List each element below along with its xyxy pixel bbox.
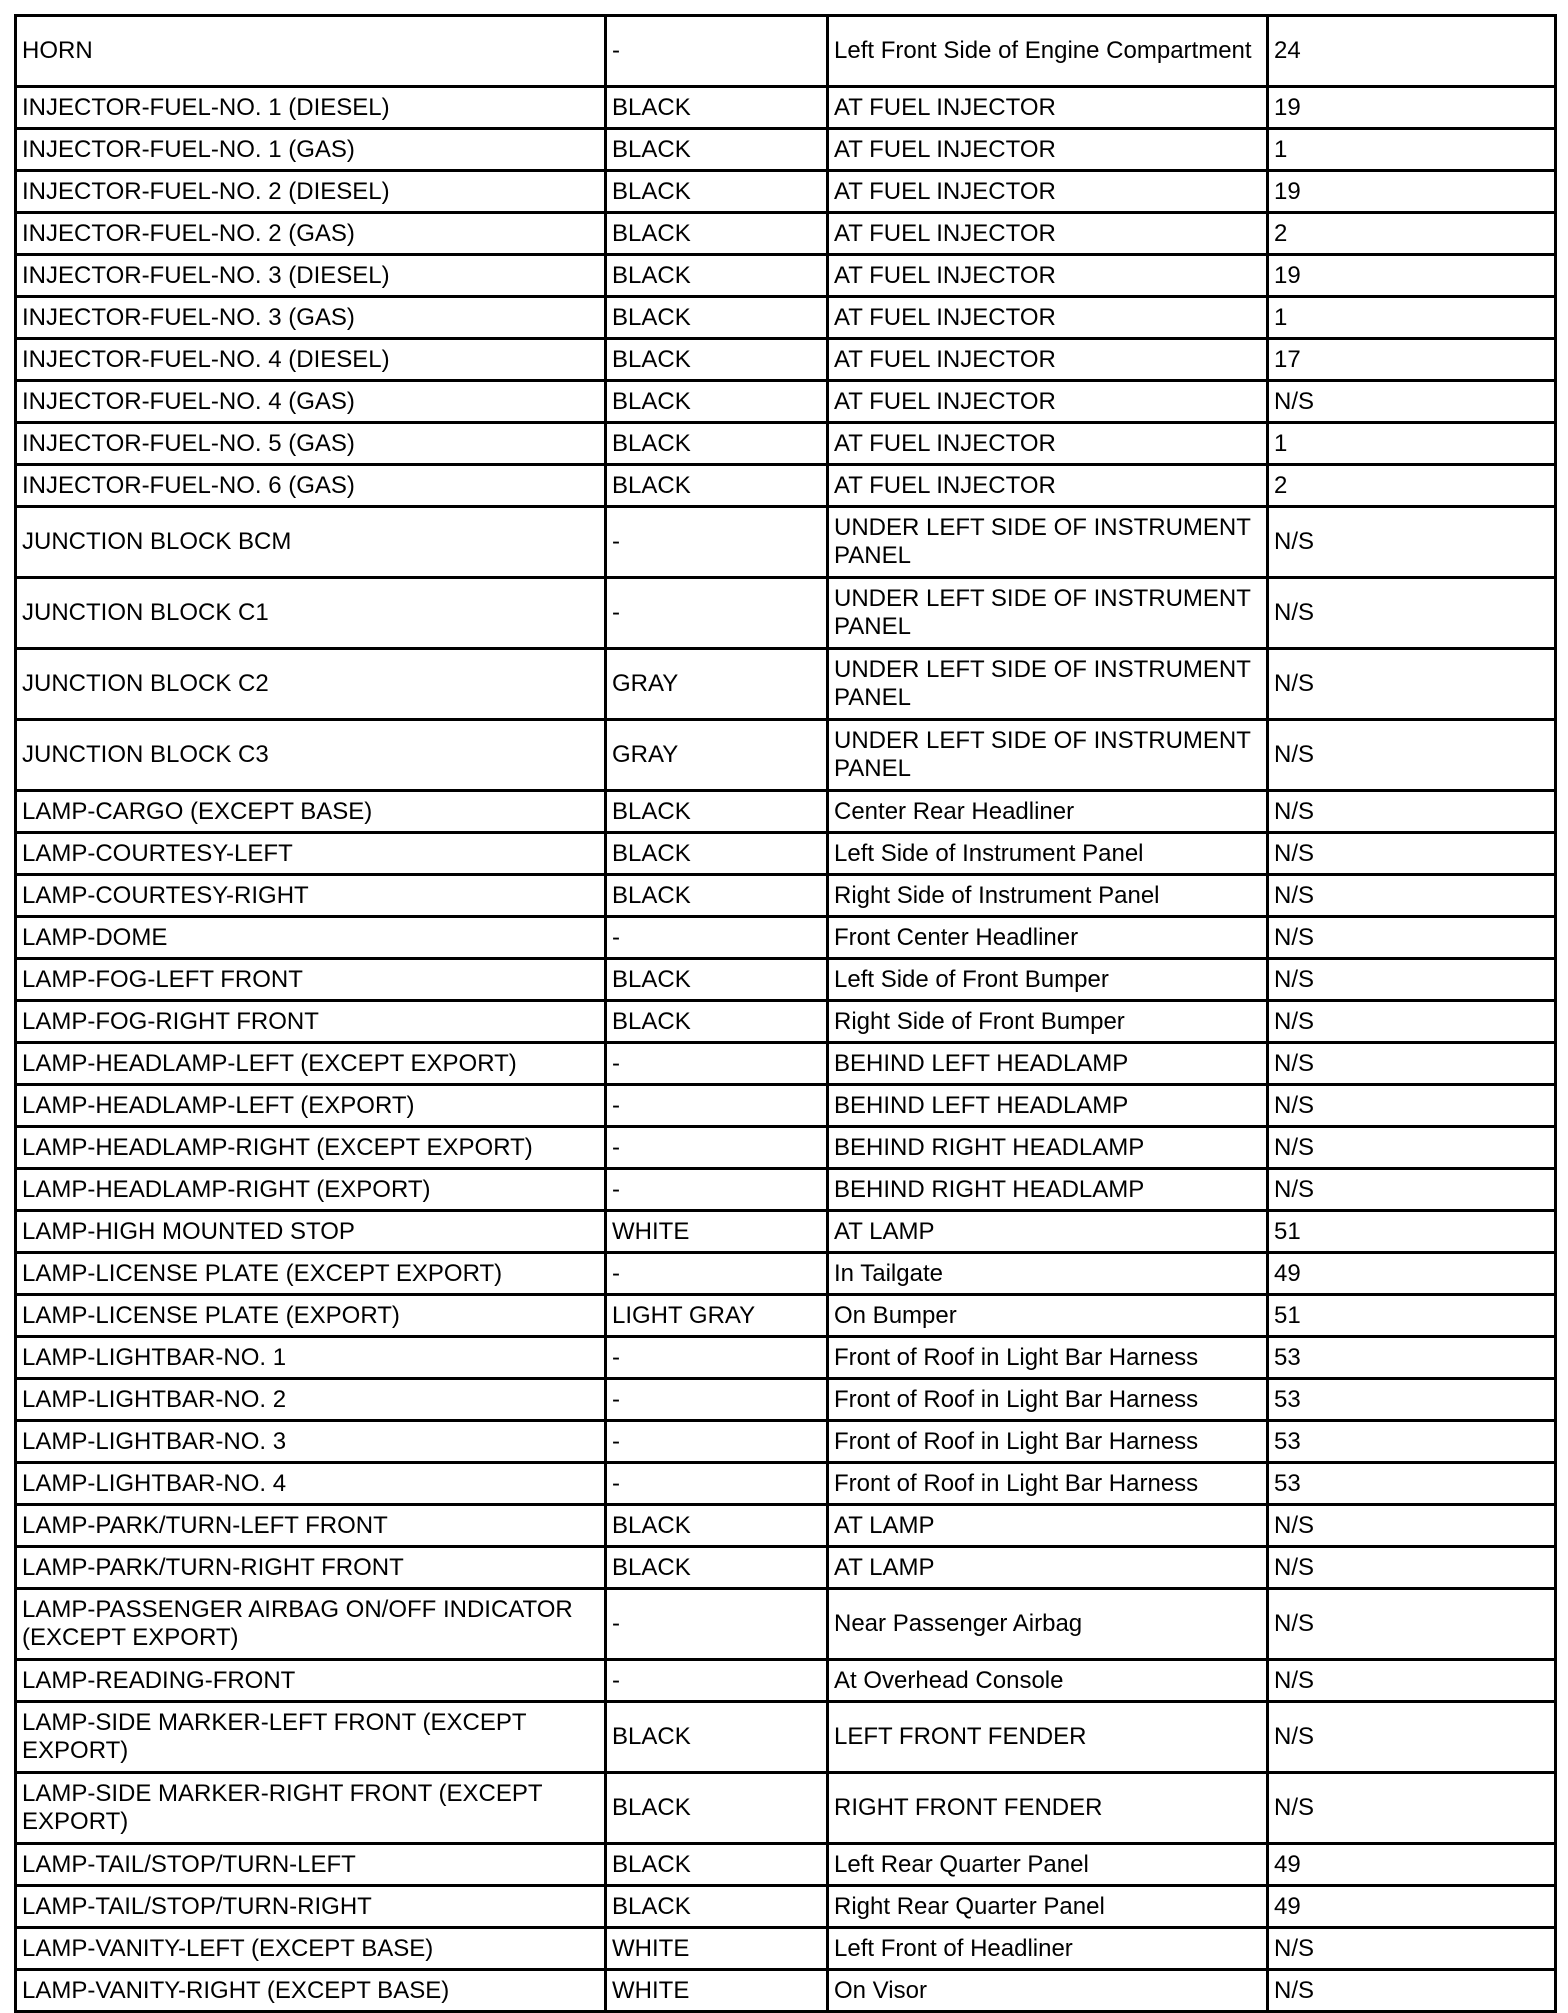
component-cell: LAMP-LIGHTBAR-NO. 4 xyxy=(16,1463,606,1505)
page-cell: 19 xyxy=(1268,171,1556,213)
color-cell: - xyxy=(606,1379,828,1421)
table-row xyxy=(16,578,1556,649)
color-cell: WHITE xyxy=(606,1970,828,2012)
connector-location-sheet xyxy=(14,14,1554,2013)
table-row xyxy=(16,1421,1556,1463)
location-cell: UNDER LEFT SIDE OF INSTRUMENT PANEL xyxy=(828,578,1268,649)
color-cell: - xyxy=(606,1589,828,1660)
color-cell: BLACK xyxy=(606,1844,828,1886)
page-cell: 49 xyxy=(1268,1844,1556,1886)
component-cell: LAMP-CARGO (EXCEPT BASE) xyxy=(16,791,606,833)
component-cell: JUNCTION BLOCK BCM xyxy=(16,507,606,578)
table-row xyxy=(16,171,1556,213)
color-cell: BLACK xyxy=(606,87,828,129)
page-cell: N/S xyxy=(1268,1505,1556,1547)
color-cell: BLACK xyxy=(606,875,828,917)
location-cell: Left Rear Quarter Panel xyxy=(828,1844,1268,1886)
component-cell: INJECTOR-FUEL-NO. 4 (GAS) xyxy=(16,381,606,423)
component-cell: INJECTOR-FUEL-NO. 1 (DIESEL) xyxy=(16,87,606,129)
page-cell: N/S xyxy=(1268,578,1556,649)
component-cell: LAMP-LIGHTBAR-NO. 2 xyxy=(16,1379,606,1421)
table-row xyxy=(16,1589,1556,1660)
page-cell: 1 xyxy=(1268,129,1556,171)
table-row xyxy=(16,423,1556,465)
page-cell: N/S xyxy=(1268,1928,1556,1970)
table-row xyxy=(16,917,1556,959)
table-row xyxy=(16,1169,1556,1211)
table-row xyxy=(16,381,1556,423)
page-cell: 1 xyxy=(1268,423,1556,465)
color-cell: GRAY xyxy=(606,720,828,791)
location-cell: AT LAMP xyxy=(828,1505,1268,1547)
color-cell: BLACK xyxy=(606,1702,828,1773)
color-cell: BLACK xyxy=(606,1547,828,1589)
color-cell: BLACK xyxy=(606,423,828,465)
location-cell: Front of Roof in Light Bar Harness xyxy=(828,1337,1268,1379)
component-cell: LAMP-DOME xyxy=(16,917,606,959)
color-cell: - xyxy=(606,1660,828,1702)
component-cell: LAMP-FOG-LEFT FRONT xyxy=(16,959,606,1001)
component-cell: LAMP-FOG-RIGHT FRONT xyxy=(16,1001,606,1043)
location-cell: UNDER LEFT SIDE OF INSTRUMENT PANEL xyxy=(828,507,1268,578)
page-cell: N/S xyxy=(1268,381,1556,423)
location-cell: AT FUEL INJECTOR xyxy=(828,465,1268,507)
table-row xyxy=(16,875,1556,917)
location-cell: AT FUEL INJECTOR xyxy=(828,87,1268,129)
location-cell: Left Front Side of Engine Compartment xyxy=(828,16,1268,87)
table-row xyxy=(16,1127,1556,1169)
page-cell: 17 xyxy=(1268,339,1556,381)
component-cell: LAMP-READING-FRONT xyxy=(16,1660,606,1702)
color-cell: - xyxy=(606,578,828,649)
page-cell: N/S xyxy=(1268,1001,1556,1043)
component-cell: LAMP-LICENSE PLATE (EXCEPT EXPORT) xyxy=(16,1253,606,1295)
location-cell: AT FUEL INJECTOR xyxy=(828,297,1268,339)
color-cell: - xyxy=(606,507,828,578)
table-row xyxy=(16,720,1556,791)
color-cell: - xyxy=(606,1463,828,1505)
component-cell: INJECTOR-FUEL-NO. 2 (GAS) xyxy=(16,213,606,255)
page-cell: N/S xyxy=(1268,1660,1556,1702)
color-cell: BLACK xyxy=(606,465,828,507)
page-cell: N/S xyxy=(1268,791,1556,833)
page-cell: N/S xyxy=(1268,917,1556,959)
color-cell: BLACK xyxy=(606,255,828,297)
color-cell: - xyxy=(606,1421,828,1463)
location-cell: RIGHT FRONT FENDER xyxy=(828,1773,1268,1844)
page-cell: 19 xyxy=(1268,255,1556,297)
page-cell: 2 xyxy=(1268,465,1556,507)
table-row xyxy=(16,255,1556,297)
page-cell: N/S xyxy=(1268,875,1556,917)
page-cell: 24 xyxy=(1268,16,1556,87)
location-cell: Right Side of Instrument Panel xyxy=(828,875,1268,917)
table-row xyxy=(16,1660,1556,1702)
page-cell: 1 xyxy=(1268,297,1556,339)
component-cell: LAMP-SIDE MARKER-RIGHT FRONT (EXCEPT EXPORT) xyxy=(16,1773,606,1844)
color-cell: - xyxy=(606,1169,828,1211)
color-cell: BLACK xyxy=(606,1001,828,1043)
table-row xyxy=(16,1547,1556,1589)
color-cell: WHITE xyxy=(606,1928,828,1970)
page-cell: N/S xyxy=(1268,1085,1556,1127)
location-cell: Front Center Headliner xyxy=(828,917,1268,959)
color-cell: GRAY xyxy=(606,649,828,720)
table-row xyxy=(16,1505,1556,1547)
component-cell: LAMP-VANITY-LEFT (EXCEPT BASE) xyxy=(16,1928,606,1970)
page-cell: 53 xyxy=(1268,1379,1556,1421)
location-cell: BEHIND RIGHT HEADLAMP xyxy=(828,1169,1268,1211)
component-cell: INJECTOR-FUEL-NO. 1 (GAS) xyxy=(16,129,606,171)
component-cell: INJECTOR-FUEL-NO. 5 (GAS) xyxy=(16,423,606,465)
component-cell: LAMP-TAIL/STOP/TURN-RIGHT xyxy=(16,1886,606,1928)
page-cell: 51 xyxy=(1268,1211,1556,1253)
page-cell: N/S xyxy=(1268,1773,1556,1844)
location-cell: AT FUEL INJECTOR xyxy=(828,339,1268,381)
location-cell: AT FUEL INJECTOR xyxy=(828,423,1268,465)
component-cell: INJECTOR-FUEL-NO. 6 (GAS) xyxy=(16,465,606,507)
table-row xyxy=(16,1844,1556,1886)
table-row xyxy=(16,1773,1556,1844)
table-row xyxy=(16,649,1556,720)
location-cell: LEFT FRONT FENDER xyxy=(828,1702,1268,1773)
component-cell: LAMP-PARK/TURN-RIGHT FRONT xyxy=(16,1547,606,1589)
component-cell: LAMP-VANITY-RIGHT (EXCEPT BASE) xyxy=(16,1970,606,2012)
component-cell: LAMP-HEADLAMP-LEFT (EXCEPT EXPORT) xyxy=(16,1043,606,1085)
table-row xyxy=(16,297,1556,339)
location-cell: BEHIND LEFT HEADLAMP xyxy=(828,1085,1268,1127)
component-cell: JUNCTION BLOCK C2 xyxy=(16,649,606,720)
table-row xyxy=(16,1379,1556,1421)
color-cell: - xyxy=(606,917,828,959)
component-cell: LAMP-HEADLAMP-LEFT (EXPORT) xyxy=(16,1085,606,1127)
page-cell: N/S xyxy=(1268,720,1556,791)
location-cell: On Visor xyxy=(828,1970,1268,2012)
color-cell: BLACK xyxy=(606,833,828,875)
location-cell: Right Rear Quarter Panel xyxy=(828,1886,1268,1928)
component-cell: LAMP-LIGHTBAR-NO. 1 xyxy=(16,1337,606,1379)
table-row xyxy=(16,1211,1556,1253)
location-cell: BEHIND RIGHT HEADLAMP xyxy=(828,1127,1268,1169)
page-cell: N/S xyxy=(1268,1169,1556,1211)
component-cell: LAMP-COURTESY-LEFT xyxy=(16,833,606,875)
color-cell: - xyxy=(606,1337,828,1379)
location-cell: Near Passenger Airbag xyxy=(828,1589,1268,1660)
component-cell: HORN xyxy=(16,16,606,87)
component-cell: LAMP-TAIL/STOP/TURN-LEFT xyxy=(16,1844,606,1886)
page-cell: N/S xyxy=(1268,833,1556,875)
page-cell: N/S xyxy=(1268,1547,1556,1589)
component-cell: LAMP-LICENSE PLATE (EXPORT) xyxy=(16,1295,606,1337)
table-body xyxy=(16,16,1556,2012)
table-row xyxy=(16,1886,1556,1928)
component-cell: LAMP-HEADLAMP-RIGHT (EXPORT) xyxy=(16,1169,606,1211)
page-cell: N/S xyxy=(1268,1702,1556,1773)
location-cell: UNDER LEFT SIDE OF INSTRUMENT PANEL xyxy=(828,649,1268,720)
component-cell: INJECTOR-FUEL-NO. 4 (DIESEL) xyxy=(16,339,606,381)
color-cell: BLACK xyxy=(606,1505,828,1547)
location-cell: AT LAMP xyxy=(828,1211,1268,1253)
component-cell: LAMP-LIGHTBAR-NO. 3 xyxy=(16,1421,606,1463)
table-row xyxy=(16,1001,1556,1043)
location-cell: AT FUEL INJECTOR xyxy=(828,129,1268,171)
page-cell: N/S xyxy=(1268,959,1556,1001)
table-row xyxy=(16,1253,1556,1295)
location-cell: BEHIND LEFT HEADLAMP xyxy=(828,1043,1268,1085)
page-cell: 51 xyxy=(1268,1295,1556,1337)
table-row xyxy=(16,1463,1556,1505)
table-row xyxy=(16,465,1556,507)
color-cell: BLACK xyxy=(606,959,828,1001)
color-cell: LIGHT GRAY xyxy=(606,1295,828,1337)
page-cell: N/S xyxy=(1268,1970,1556,2012)
page-cell: N/S xyxy=(1268,1043,1556,1085)
table-row xyxy=(16,1043,1556,1085)
color-cell: - xyxy=(606,1253,828,1295)
component-cell: JUNCTION BLOCK C3 xyxy=(16,720,606,791)
location-cell: Front of Roof in Light Bar Harness xyxy=(828,1421,1268,1463)
page-cell: 53 xyxy=(1268,1421,1556,1463)
location-cell: Left Front of Headliner xyxy=(828,1928,1268,1970)
color-cell: - xyxy=(606,1085,828,1127)
location-cell: AT FUEL INJECTOR xyxy=(828,213,1268,255)
table-row xyxy=(16,339,1556,381)
location-cell: Front of Roof in Light Bar Harness xyxy=(828,1463,1268,1505)
location-cell: Right Side of Front Bumper xyxy=(828,1001,1268,1043)
table-row xyxy=(16,791,1556,833)
table-row xyxy=(16,87,1556,129)
page-cell: 53 xyxy=(1268,1463,1556,1505)
page-cell: N/S xyxy=(1268,507,1556,578)
page-cell: 49 xyxy=(1268,1886,1556,1928)
page-cell: 2 xyxy=(1268,213,1556,255)
page-cell: N/S xyxy=(1268,649,1556,720)
component-cell: LAMP-SIDE MARKER-LEFT FRONT (EXCEPT EXPORT) xyxy=(16,1702,606,1773)
connector-location-table xyxy=(14,14,1557,2013)
color-cell: BLACK xyxy=(606,171,828,213)
component-cell: INJECTOR-FUEL-NO. 3 (DIESEL) xyxy=(16,255,606,297)
table-row xyxy=(16,507,1556,578)
component-cell: LAMP-COURTESY-RIGHT xyxy=(16,875,606,917)
component-cell: LAMP-HEADLAMP-RIGHT (EXCEPT EXPORT) xyxy=(16,1127,606,1169)
component-cell: LAMP-PASSENGER AIRBAG ON/OFF INDICATOR (EXCEPT EXPORT) xyxy=(16,1589,606,1660)
page-cell: 49 xyxy=(1268,1253,1556,1295)
color-cell: BLACK xyxy=(606,791,828,833)
location-cell: AT FUEL INJECTOR xyxy=(828,255,1268,297)
location-cell: AT FUEL INJECTOR xyxy=(828,171,1268,213)
table-row xyxy=(16,213,1556,255)
table-row xyxy=(16,1085,1556,1127)
component-cell: LAMP-PARK/TURN-LEFT FRONT xyxy=(16,1505,606,1547)
table-row xyxy=(16,1702,1556,1773)
location-cell: AT LAMP xyxy=(828,1547,1268,1589)
component-cell: LAMP-HIGH MOUNTED STOP xyxy=(16,1211,606,1253)
color-cell: WHITE xyxy=(606,1211,828,1253)
page-cell: 19 xyxy=(1268,87,1556,129)
location-cell: Left Side of Front Bumper xyxy=(828,959,1268,1001)
table-row xyxy=(16,1337,1556,1379)
location-cell: Left Side of Instrument Panel xyxy=(828,833,1268,875)
page-cell: N/S xyxy=(1268,1589,1556,1660)
table-row xyxy=(16,833,1556,875)
location-cell: Front of Roof in Light Bar Harness xyxy=(828,1379,1268,1421)
color-cell: BLACK xyxy=(606,381,828,423)
page-cell: N/S xyxy=(1268,1127,1556,1169)
table-row xyxy=(16,16,1556,87)
color-cell: BLACK xyxy=(606,213,828,255)
table-row xyxy=(16,1928,1556,1970)
component-cell: JUNCTION BLOCK C1 xyxy=(16,578,606,649)
color-cell: BLACK xyxy=(606,129,828,171)
color-cell: BLACK xyxy=(606,339,828,381)
table-row xyxy=(16,129,1556,171)
page-cell: 53 xyxy=(1268,1337,1556,1379)
location-cell: Center Rear Headliner xyxy=(828,791,1268,833)
table-row xyxy=(16,1970,1556,2012)
location-cell: On Bumper xyxy=(828,1295,1268,1337)
color-cell: - xyxy=(606,1043,828,1085)
table-row xyxy=(16,1295,1556,1337)
component-cell: INJECTOR-FUEL-NO. 2 (DIESEL) xyxy=(16,171,606,213)
component-cell: INJECTOR-FUEL-NO. 3 (GAS) xyxy=(16,297,606,339)
color-cell: BLACK xyxy=(606,1773,828,1844)
color-cell: - xyxy=(606,16,828,87)
location-cell: In Tailgate xyxy=(828,1253,1268,1295)
location-cell: At Overhead Console xyxy=(828,1660,1268,1702)
location-cell: AT FUEL INJECTOR xyxy=(828,381,1268,423)
location-cell: UNDER LEFT SIDE OF INSTRUMENT PANEL xyxy=(828,720,1268,791)
color-cell: - xyxy=(606,1127,828,1169)
table-row xyxy=(16,959,1556,1001)
color-cell: BLACK xyxy=(606,297,828,339)
color-cell: BLACK xyxy=(606,1886,828,1928)
